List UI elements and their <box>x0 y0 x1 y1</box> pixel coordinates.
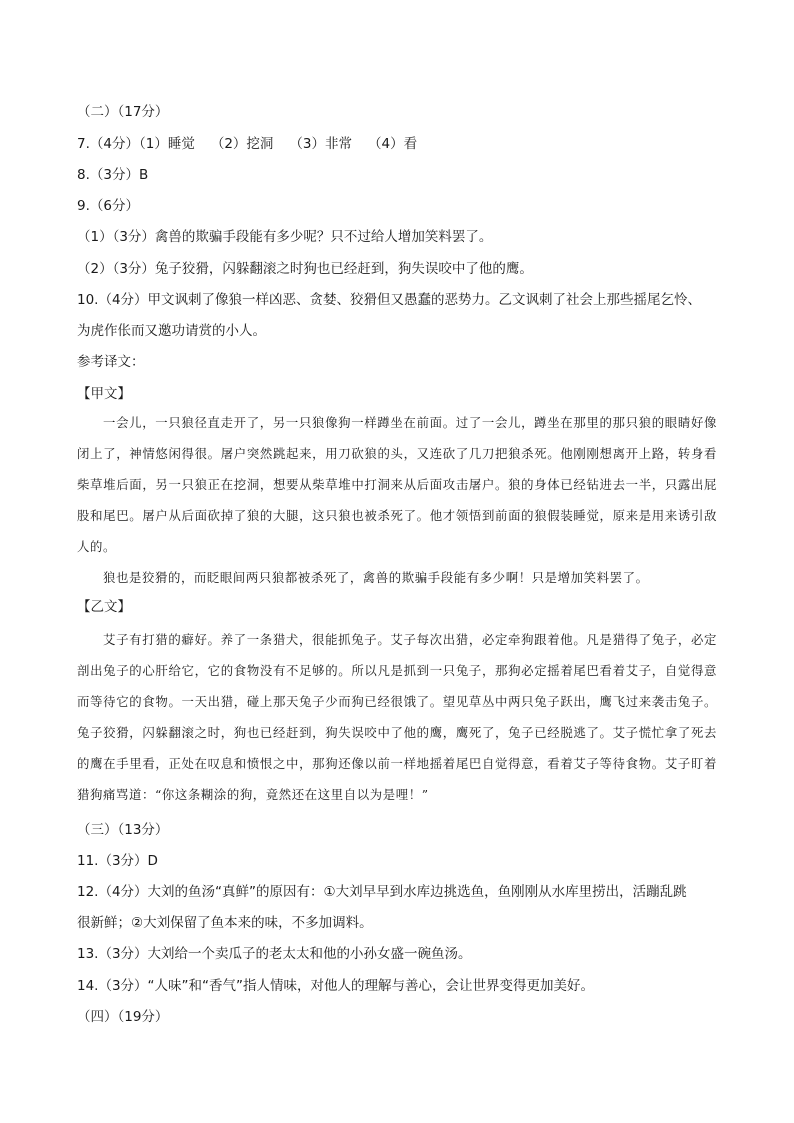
q7-item-3: （3）非常 <box>289 136 353 152</box>
question-12-line-1: 12.（4分）大刘的鱼汤“真鲜”的原因有：①大刘早早到水库边挑选鱼，鱼刚刚从水库里捞出，活蹦乱跳 <box>77 884 687 900</box>
question-11-answer: 11.（3分）D <box>77 853 158 869</box>
jia-heading: 【甲文】 <box>77 386 131 402</box>
question-10-line-2: 为虎作伥而又邀功请赏的小人。 <box>77 323 266 339</box>
question-12-line-2: 很新鲜；②大刘保留了鱼本来的味，不多加调料。 <box>77 915 373 931</box>
section-2-header: （二）（17分） <box>77 104 169 120</box>
section-3-header: （三）（13分） <box>77 822 169 838</box>
q7-item-1: （1）睡觉 <box>138 136 195 152</box>
question-14-answer: 14.（3分）“人味”和“香气”指人情味，对他人的理解与善心，会让世界变得更加美好。 <box>77 978 595 994</box>
yi-paragraph-1: 艾子有打猎的癖好。养了一条猎犬，很能抓兔子。艾子每次出猎，必定牵狗跟着他。凡是猎得了兔子，必定剖出兔子的心肝给它，它的食物没有不足够的。所以凡是抓到一只兔子，那狗必定摇着尾巴看着艾子，自觉得意而等待它的食物。一天出猎，碰上那天兔子少而狗已经很饿了。望见草丛中两只兔子跃出，鹰飞过来袭击兔子。兔子狡猾，闪躲翻滚之时，狗也已经赶到，狗失误咬中了他的鹰，鹰死了，兔子已经脱逃了。艾子慌忙拿了死去的鹰在手里看，正处在叹息和愤恨之中，那狗还像以前一样地摇着尾巴自觉得意，看着艾子等待食物。艾子盯着猎狗痛骂道：“你这条糊涂的狗，竟然还在这里自以为是哩！” <box>77 632 717 802</box>
question-7-prefix: 7.（4分） <box>77 136 139 152</box>
q7-item-4: （4）看 <box>368 136 418 152</box>
question-10-line-1: 10.（4分）甲文讽刺了像狼一样凶恶、贪婪、狡猾但又愚蠢的恶势力。乙文讽刺了社会上那些摇尾乞怜、 <box>77 292 702 308</box>
translation-label: 参考译文： <box>77 354 145 370</box>
question-9-header: 9.（6分） <box>77 198 139 214</box>
question-13-answer: 13.（3分）大刘给一个卖瓜子的老太太和他的小孙女盛一碗鱼汤。 <box>77 946 472 962</box>
q7-item-2: （2）挖洞 <box>210 136 274 152</box>
question-9-sub-1: （1）（3分）禽兽的欺骗手段能有多少呢？只不过给人增加笑料罢了。 <box>77 229 493 245</box>
jia-paragraph-2: 狼也是狡猾的，而眨眼间两只狼都被杀死了，禽兽的欺骗手段能有多少啊！只是增加笑料罢了。 <box>103 570 649 585</box>
question-9-sub-2: （2）（3分）兔子狡猾，闪躲翻滚之时狗也已经赶到，狗失误咬中了他的鹰。 <box>77 261 533 277</box>
question-7-answer <box>77 134 717 154</box>
yi-heading: 【乙文】 <box>77 599 131 615</box>
jia-paragraph-1: 一会儿，一只狼径直走开了，另一只狼像狗一样蹲坐在前面。过了一会儿，蹲坐在那里的那只狼的眼睛好像闭上了，神情悠闲得很。屠户突然跳起来，用刀砍狼的头，又连砍了几刀把狼杀死。他刚刚想离开上路，转身看柴草堆后面，另一只狼正在挖洞，想要从柴草堆中打洞来从后面攻击屠户。狼的身体已经钻进去一半，只露出屁股和尾巴。屠户从后面砍掉了狼的大腿，这只狼也被杀死了。他才领悟到前面的狼假装睡觉，原来是用来诱引敌人的。 <box>77 415 717 554</box>
section-4-header: （四）（19分） <box>77 1009 169 1025</box>
question-8-answer: 8.（3分）B <box>77 167 149 183</box>
